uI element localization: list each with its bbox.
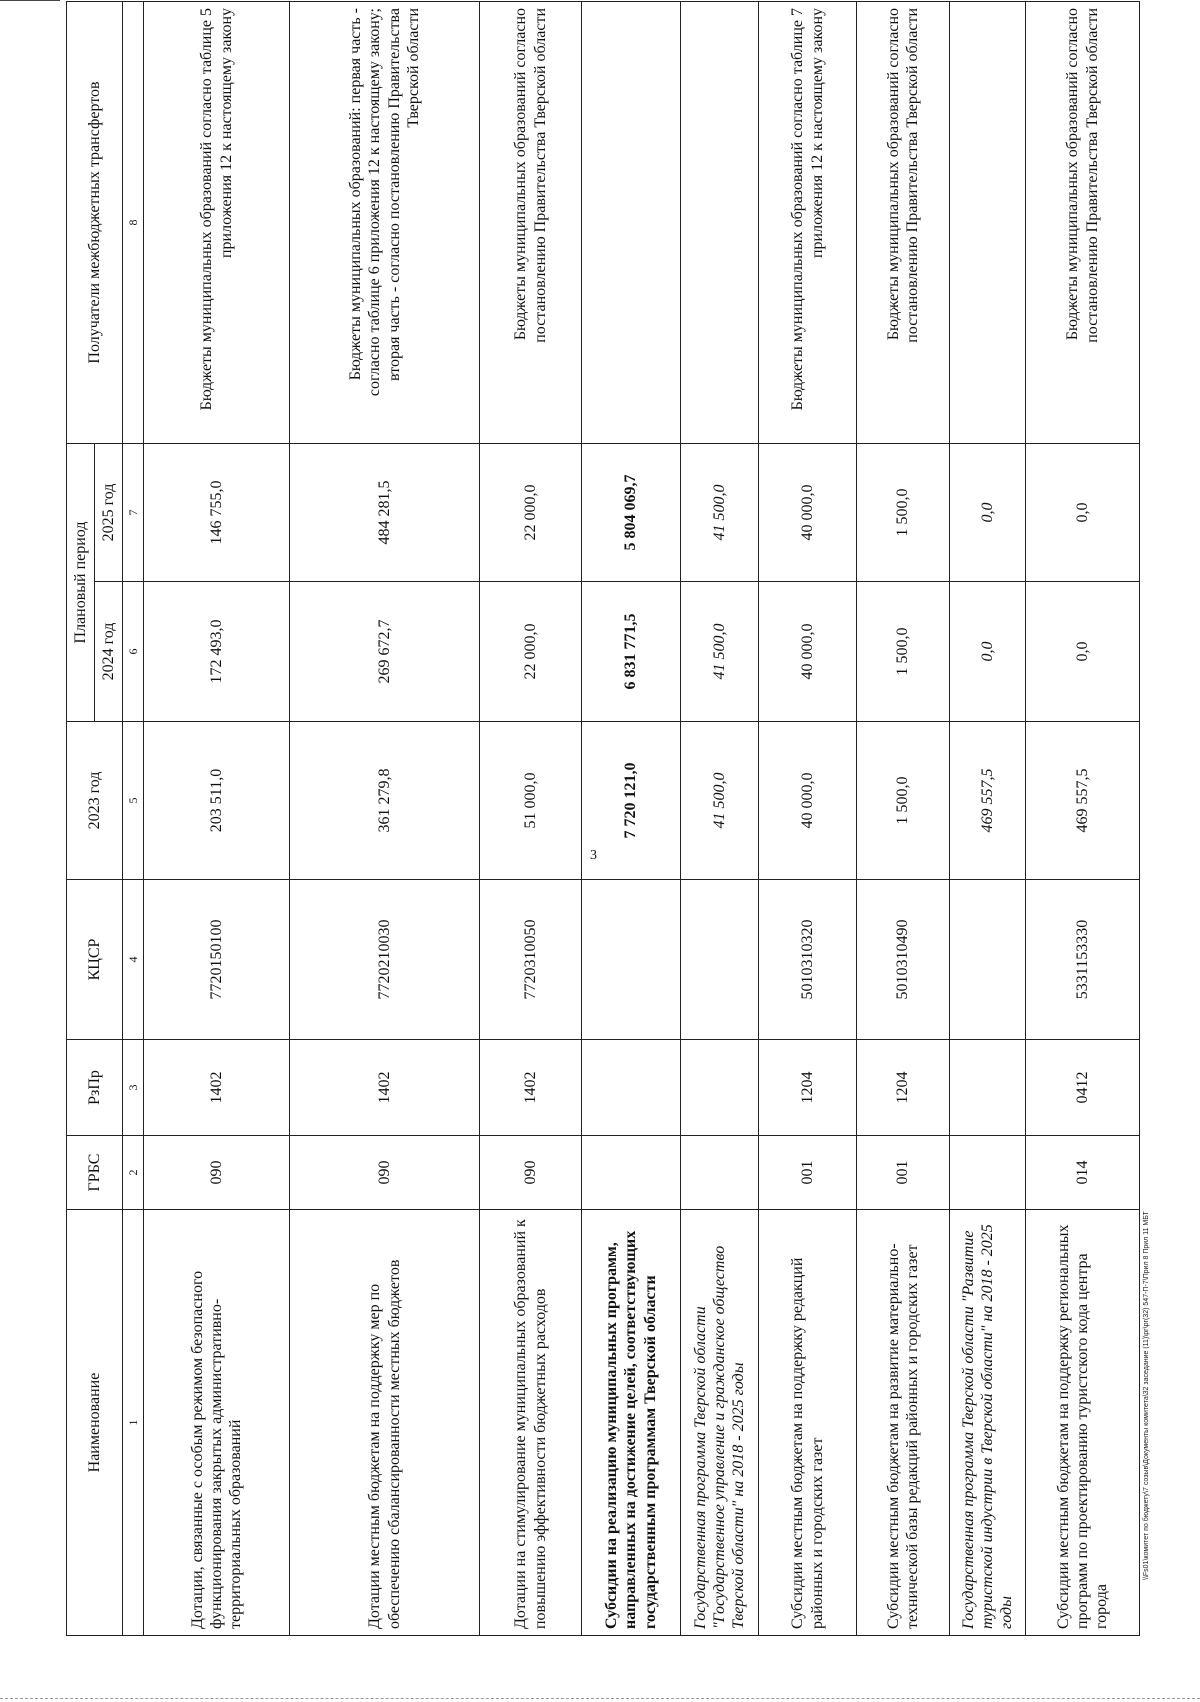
row-amount-2024: 172 493,0 xyxy=(144,582,290,722)
row-amount-2024: 0,0 xyxy=(1026,582,1140,722)
row-rzpr: 1204 xyxy=(759,1040,857,1136)
header-name: Наименование xyxy=(67,1210,123,1636)
column-number: 8 xyxy=(123,1,144,443)
row-name: Государственная программа Тверской области "Развитие туристской индустрии в Тверской области" на 2018 - 2025 годы xyxy=(950,1210,1026,1636)
row-grbs: 014 xyxy=(1026,1136,1140,1210)
column-number: 4 xyxy=(123,880,144,1040)
row-amount-2023: 469 557,5 xyxy=(1026,722,1140,880)
row-rzpr: 1204 xyxy=(857,1040,950,1136)
header-grbs: ГРБС xyxy=(67,1136,123,1210)
table-row-program xyxy=(681,1,759,1635)
row-recipient: Бюджеты муниципальных образований согласно постановлению Правительства Тверской области xyxy=(1026,1,1140,443)
column-number: 7 xyxy=(123,443,144,581)
column-number: 3 xyxy=(123,1040,144,1136)
row-amount-2025: 41 500,0 xyxy=(681,443,759,581)
row-amount-2024: 41 500,0 xyxy=(681,582,759,722)
row-name: Субсидии местным бюджетам на развитие материально-технической базы редакций районных и городских газет xyxy=(857,1210,950,1636)
row-amount-2023: 203 511,0 xyxy=(144,722,290,880)
row-kcsr: 5331153330 xyxy=(1026,880,1140,1040)
row-recipient xyxy=(582,1,681,443)
row-kcsr: 7720210030 xyxy=(290,880,480,1040)
row-grbs xyxy=(582,1136,681,1210)
column-number: 2 xyxy=(123,1136,144,1210)
row-rzpr xyxy=(950,1040,1026,1136)
table-row-program xyxy=(950,1,1026,1635)
table-row xyxy=(857,1,950,1635)
row-amount-2023: 51 000,0 xyxy=(480,722,582,880)
header-year-2024: 2024 год xyxy=(95,582,123,722)
row-amount-2023: 1 500,0 xyxy=(857,722,950,880)
row-recipient xyxy=(950,1,1026,443)
column-number: 5 xyxy=(123,722,144,880)
row-amount-2024: 269 672,7 xyxy=(290,582,480,722)
row-kcsr xyxy=(681,880,759,1040)
header-recipients: Получатели межбюджетных трансфертов xyxy=(67,1,123,443)
row-grbs: 090 xyxy=(480,1136,582,1210)
column-number: 1 xyxy=(123,1210,144,1636)
row-name: Субсидии местным бюджетам на поддержку региональных программ по проектированию туристского кода центра города xyxy=(1026,1210,1140,1636)
row-amount-2025: 484 281,5 xyxy=(290,443,480,581)
row-amount-2023: 361 279,8 xyxy=(290,722,480,880)
row-name: Дотации на стимулирование муниципальных образований к повышению эффективности бюджетных расходов xyxy=(480,1210,582,1636)
header-year-2025: 2025 год xyxy=(95,443,123,581)
row-kcsr: 5010310320 xyxy=(759,880,857,1040)
table-row-section xyxy=(582,1,681,1635)
row-recipient: Бюджеты муниципальных образований: первая часть - согласно таблице 6 приложения 12 к настоящему закону; вторая часть - согласно постановлению Правительства Тверской области xyxy=(290,1,480,443)
row-recipient: Бюджеты муниципальных образований согласно постановлению Правительства Тверской области xyxy=(480,1,582,443)
row-kcsr: 7720310050 xyxy=(480,880,582,1040)
row-grbs: 001 xyxy=(759,1136,857,1210)
row-rzpr xyxy=(582,1040,681,1136)
row-recipient: Бюджеты муниципальных образований согласно таблице 5 приложения 12 к настоящему закону xyxy=(144,1,290,443)
row-recipient: Бюджеты муниципальных образований согласно таблице 7 приложения 12 к настоящему закону xyxy=(759,1,857,443)
row-rzpr: 1402 xyxy=(144,1040,290,1136)
row-kcsr: 5010310490 xyxy=(857,880,950,1040)
row-grbs: 090 xyxy=(144,1136,290,1210)
row-rzpr: 0412 xyxy=(1026,1040,1140,1136)
row-amount-2024: 22 000,0 xyxy=(480,582,582,722)
row-rzpr: 1402 xyxy=(290,1040,480,1136)
row-amount-2025: 5 804 069,7 xyxy=(582,443,681,581)
header-kcsr: КЦСР xyxy=(67,880,123,1040)
scan-edge-mark xyxy=(0,0,60,1)
row-amount-2023: 7 720 121,0 xyxy=(582,722,681,880)
row-amount-2025: 1 500,0 xyxy=(857,443,950,581)
row-recipient: Бюджеты муниципальных образований согласно постановлению Правительства Тверской области xyxy=(857,1,950,443)
row-grbs: 090 xyxy=(290,1136,480,1210)
header-rzpr: РзПр xyxy=(67,1040,123,1136)
row-grbs xyxy=(681,1136,759,1210)
row-name: Государственная программа Тверской области "Государственное управление и гражданское общество Тверской области" на 2018 - 2025 годы xyxy=(681,1210,759,1636)
table-row xyxy=(290,1,480,1635)
rotated-table-container xyxy=(66,2,1176,1636)
row-amount-2025: 22 000,0 xyxy=(480,443,582,581)
row-amount-2024: 6 831 771,5 xyxy=(582,582,681,722)
row-amount-2025: 146 755,0 xyxy=(144,443,290,581)
row-name: Дотации, связанные с особым режимом безопасного функционирования закрытых административно-территориальных образований xyxy=(144,1210,290,1636)
row-rzpr: 1402 xyxy=(480,1040,582,1136)
row-amount-2023: 41 500,0 xyxy=(681,722,759,880)
row-amount-2024: 1 500,0 xyxy=(857,582,950,722)
row-name: Субсидии на реализацию муниципальных программ, направленных на достижение целей, соответствующих государственным программам Тверской области xyxy=(582,1210,681,1636)
row-kcsr xyxy=(950,880,1026,1040)
row-grbs xyxy=(950,1136,1026,1210)
row-kcsr xyxy=(582,880,681,1040)
scan-edge-mark xyxy=(0,1698,1200,1699)
row-amount-2023: 469 557,5 xyxy=(950,722,1026,880)
row-amount-2023: 40 000,0 xyxy=(759,722,857,880)
row-amount-2025: 0,0 xyxy=(950,443,1026,581)
page-number: 3 xyxy=(590,848,597,863)
table-row xyxy=(480,1,582,1635)
row-amount-2024: 40 000,0 xyxy=(759,582,857,722)
row-amount-2025: 0,0 xyxy=(1026,443,1140,581)
column-number: 6 xyxy=(123,582,144,722)
intergovernmental-transfers-table xyxy=(66,1,1140,1636)
row-kcsr: 7720150100 xyxy=(144,880,290,1040)
header-year-2023: 2023 год xyxy=(67,722,123,880)
row-amount-2024: 0,0 xyxy=(950,582,1026,722)
row-recipient xyxy=(681,1,759,443)
row-name: Дотации местным бюджетам на поддержку мер по обеспечению сбалансированности местных бюджетов xyxy=(290,1210,480,1636)
table-row xyxy=(1026,1,1140,1635)
row-grbs: 001 xyxy=(857,1136,950,1210)
table-row xyxy=(759,1,857,1635)
row-amount-2025: 40 000,0 xyxy=(759,443,857,581)
file-path-footer: \\Fs01\комитет по бюджету\7 созыв\Документы комитета\32 заседание (11)\рг\рг(32) 547-П-7\Прил 8 Прил 11 МБТ xyxy=(1143,1211,1150,1580)
row-rzpr xyxy=(681,1040,759,1136)
column-number-row xyxy=(123,1,144,1635)
table-row xyxy=(144,1,290,1635)
row-name: Субсидии местным бюджетам на поддержку редакций районных и городских газет xyxy=(759,1210,857,1636)
header-planned-period: Плановый период xyxy=(67,443,95,721)
